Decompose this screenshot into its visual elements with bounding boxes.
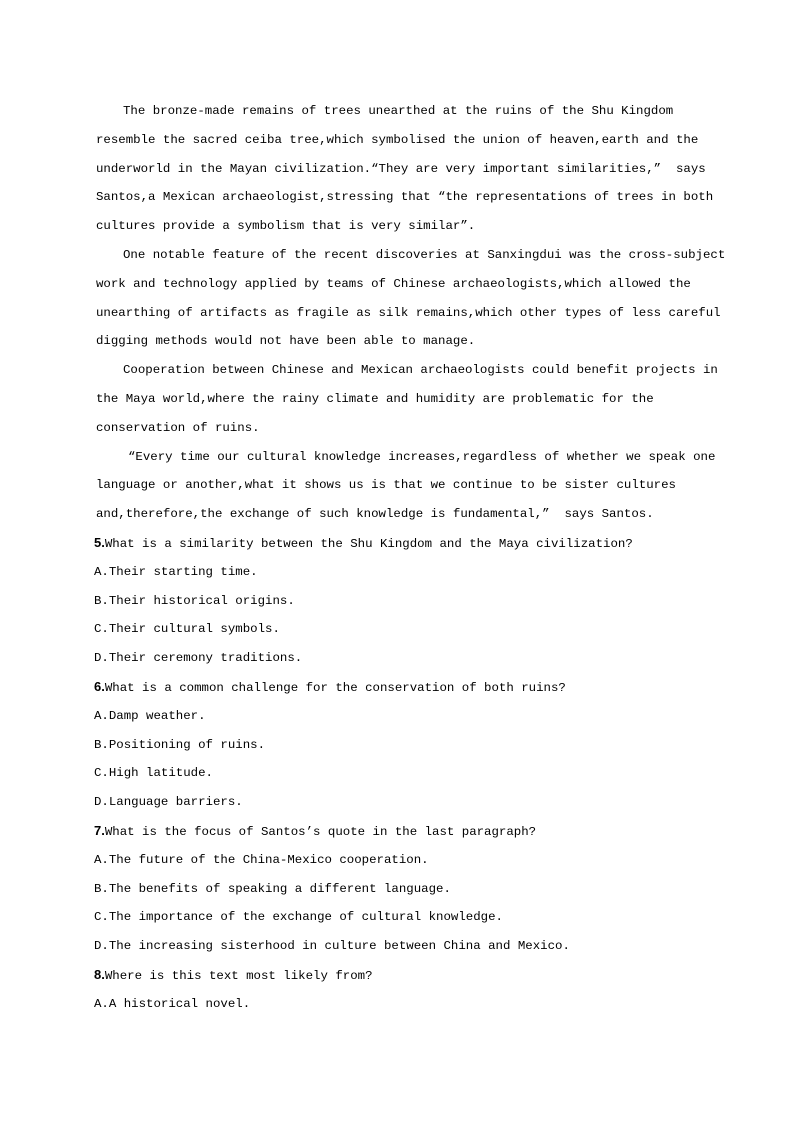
paragraph-4 xyxy=(96,443,716,529)
document-page xyxy=(94,97,726,1019)
question-number: 7. xyxy=(94,822,105,838)
text-line: underworld in the Mayan civilization.“They are very important similarities,” says xyxy=(96,161,706,176)
text-line: the Maya world,where the rainy climate and humidity are problematic for the xyxy=(96,391,654,406)
text-line: Santos,a Mexican archaeologist,stressing that “the representations of trees in both xyxy=(96,190,714,205)
question-text: Where is this text most likely from? xyxy=(104,968,373,983)
question-stem xyxy=(94,961,696,990)
question-number: 6. xyxy=(94,678,105,694)
text-line: Cooperation between Chinese and Mexican archaeologists could benefit projects in xyxy=(123,363,718,378)
question-6 xyxy=(96,673,696,817)
text-line: cultures provide a symbolism that is very similar”. xyxy=(96,219,476,234)
answer-option: A.Their starting time. xyxy=(94,564,258,579)
text-line: “Every time our cultural knowledge increases,regardless of whether we speak one xyxy=(128,449,716,464)
text-line: language or another,what it shows us is that we continue to be sister cultures xyxy=(96,478,676,493)
question-stem xyxy=(94,673,696,702)
question-text: What is a common challenge for the conservation of both ruins? xyxy=(104,680,566,695)
answer-option: B.Their historical origins. xyxy=(94,593,295,608)
question-text: What is a similarity between the Shu Kingdom and the Maya civilization? xyxy=(104,536,633,551)
paragraph-2 xyxy=(96,241,726,356)
text-line: work and technology applied by teams of Chinese archaeologists,which allowed the xyxy=(96,276,691,291)
answer-option: B.The benefits of speaking a different language. xyxy=(94,881,451,896)
answer-option: C.The importance of the exchange of cultural knowledge. xyxy=(94,910,503,925)
text-line: digging methods would not have been able to manage. xyxy=(96,334,476,349)
answer-option: D.The increasing sisterhood in culture between China and Mexico. xyxy=(94,939,570,954)
answer-option: C.High latitude. xyxy=(94,766,213,781)
text-line: The bronze-made remains of trees unearthed at the ruins of the Shu Kingdom xyxy=(123,104,674,118)
question-8 xyxy=(96,961,696,1019)
question-number: 8. xyxy=(94,966,105,982)
text-line: resemble the sacred ceiba tree,which symbolised the union of heaven,earth and the xyxy=(96,132,699,147)
text-line: One notable feature of the recent discoveries at Sanxingdui was the cross-subject xyxy=(123,247,726,262)
answer-option: D.Their ceremony traditions. xyxy=(94,651,303,666)
answer-option: C.Their cultural symbols. xyxy=(94,622,280,637)
answer-option: D.Language barriers. xyxy=(94,795,243,810)
paragraph-1 xyxy=(96,97,714,241)
question-stem xyxy=(94,529,696,558)
question-7 xyxy=(96,817,696,961)
question-5 xyxy=(96,529,696,673)
answer-option: B.Positioning of ruins. xyxy=(94,737,266,752)
passage xyxy=(96,97,726,529)
answer-option: A.Damp weather. xyxy=(94,708,206,723)
text-line: unearthing of artifacts as fragile as silk remains,which other types of less careful xyxy=(96,305,721,320)
question-text: What is the focus of Santos’s quote in the last paragraph? xyxy=(104,824,537,839)
question-number: 5. xyxy=(94,534,105,550)
answer-option: A.A historical novel. xyxy=(94,996,251,1011)
paragraph-3 xyxy=(96,356,718,442)
question-stem xyxy=(94,817,696,846)
text-line: and,therefore,the exchange of such knowledge is fundamental,” says Santos. xyxy=(96,507,654,522)
answer-option: A.The future of the China-Mexico cooperation. xyxy=(94,852,429,867)
text-line: conservation of ruins. xyxy=(96,420,260,435)
